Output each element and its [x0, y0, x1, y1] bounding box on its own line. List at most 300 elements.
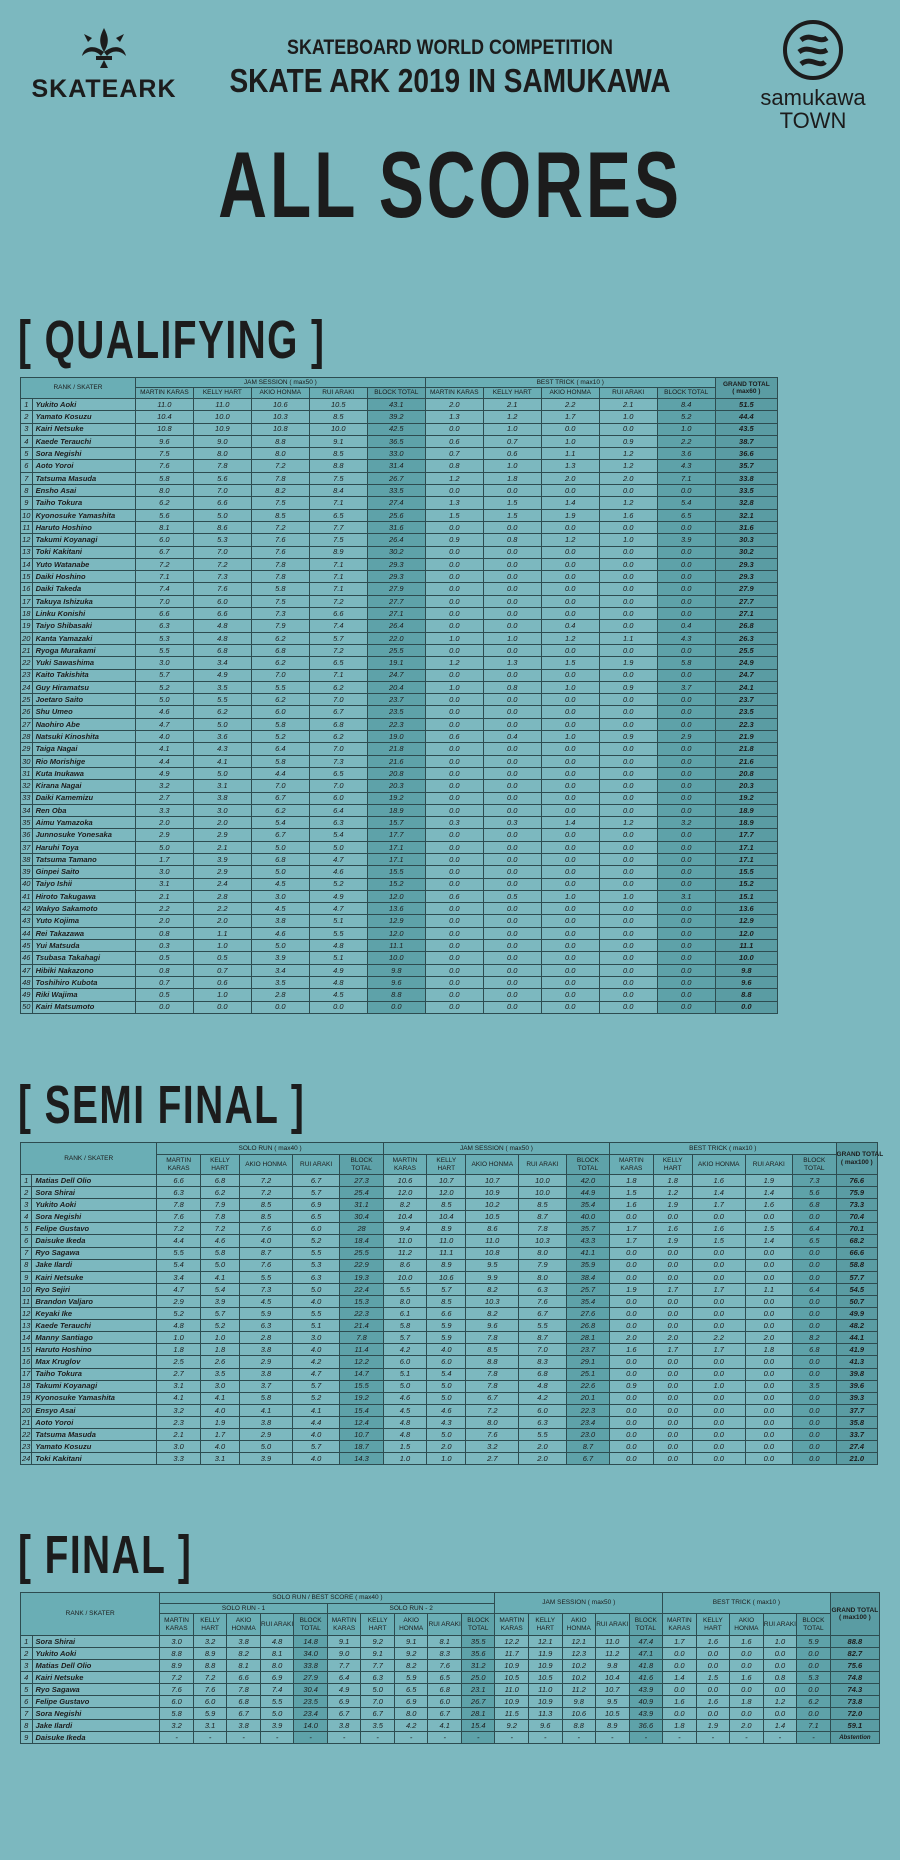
score-cell: 0.0 — [483, 903, 541, 915]
score-cell: 0.0 — [653, 1404, 692, 1416]
column-header: MARTIN KARAS — [327, 1614, 361, 1636]
score-cell: 7.8 — [251, 571, 309, 583]
score-cell: 41.6 — [629, 1672, 663, 1684]
score-cell: - — [495, 1732, 529, 1744]
score-cell: 0.0 — [599, 804, 657, 816]
score-cell: 6.8 — [251, 644, 309, 656]
score-cell: 0.0 — [425, 940, 483, 952]
grand-total-cell: 76.6 — [836, 1175, 877, 1187]
skater-name-cell: Toki Kakitani — [32, 1453, 157, 1465]
score-cell: 4.9 — [327, 1684, 361, 1696]
grand-total-cell: 0.0 — [715, 1001, 777, 1013]
score-cell: 21.8 — [367, 743, 425, 755]
score-cell: 6.2 — [251, 804, 309, 816]
score-cell: 8.0 — [383, 1295, 426, 1307]
score-cell: 7.3 — [793, 1175, 836, 1187]
score-cell: 8.0 — [260, 1660, 294, 1672]
score-cell: 0.0 — [657, 927, 715, 939]
column-header: RUI ARAKI — [309, 388, 367, 399]
score-cell: 0.0 — [599, 571, 657, 583]
score-cell: 0.0 — [692, 1211, 745, 1223]
score-cell: 6.8 — [309, 718, 367, 730]
score-cell: 7.8 — [251, 472, 309, 484]
score-cell: 0.0 — [653, 1392, 692, 1404]
qualifying-heading: [ QUALIFYING ] — [18, 310, 326, 370]
score-cell: 15.4 — [461, 1720, 495, 1732]
score-cell: 2.3 — [157, 1416, 200, 1428]
score-cell: 6.7 — [227, 1708, 261, 1720]
score-cell: 1.7 — [653, 1283, 692, 1295]
score-cell: 3.5 — [793, 1380, 836, 1392]
score-cell: 0.0 — [541, 804, 599, 816]
score-cell: 6.0 — [251, 706, 309, 718]
score-cell: 0.0 — [541, 927, 599, 939]
score-cell: 0.0 — [541, 952, 599, 964]
score-cell: 0.0 — [657, 706, 715, 718]
grand-total-cell: 68.2 — [836, 1235, 877, 1247]
score-cell: 0.0 — [653, 1247, 692, 1259]
score-cell: 7.6 — [240, 1223, 293, 1235]
score-cell: 7.5 — [309, 534, 367, 546]
score-cell: 27.9 — [367, 583, 425, 595]
score-cell: 7.2 — [466, 1404, 519, 1416]
score-cell: 7.2 — [240, 1175, 293, 1187]
semi-final-rows — [21, 1175, 878, 1465]
grand-total-cell: 29.3 — [715, 571, 777, 583]
score-cell: 10.8 — [251, 423, 309, 435]
score-cell: 0.0 — [483, 915, 541, 927]
score-cell: 3.2 — [657, 817, 715, 829]
score-cell: 10.7 — [596, 1684, 630, 1696]
score-cell: 28.1 — [566, 1332, 609, 1344]
score-cell: 26.7 — [367, 472, 425, 484]
score-cell: 7.1 — [797, 1720, 831, 1732]
score-cell: 6.0 — [135, 534, 193, 546]
score-cell: 10.2 — [562, 1660, 596, 1672]
score-cell: 2.7 — [135, 792, 193, 804]
score-cell: 7.6 — [157, 1211, 200, 1223]
score-cell: 27.4 — [367, 497, 425, 509]
score-cell: 5.5 — [135, 644, 193, 656]
rank-skater-header: RANK / SKATER — [21, 378, 136, 399]
score-cell: 6.3 — [240, 1320, 293, 1332]
table-row — [21, 890, 778, 902]
score-cell: 17.7 — [367, 829, 425, 841]
score-cell: 30.4 — [340, 1211, 383, 1223]
skater-name-cell: Aoto Yoroi — [32, 1416, 157, 1428]
score-cell: 0.0 — [599, 915, 657, 927]
score-cell: 4.6 — [309, 866, 367, 878]
score-cell: 5.5 — [519, 1320, 567, 1332]
score-cell: 5.5 — [193, 694, 251, 706]
column-header: KELLY HART — [200, 1155, 239, 1175]
score-cell: 0.5 — [193, 952, 251, 964]
score-cell: 0.0 — [425, 644, 483, 656]
score-cell: 5.7 — [292, 1441, 340, 1453]
table-row — [21, 644, 778, 656]
score-cell: 1.3 — [541, 460, 599, 472]
score-cell: 7.9 — [519, 1259, 567, 1271]
score-cell: 12.0 — [427, 1187, 466, 1199]
score-cell: 0.0 — [793, 1416, 836, 1428]
score-cell: 0.0 — [599, 706, 657, 718]
skater-name-cell: Kanta Yamazaki — [32, 632, 135, 644]
score-cell: 1.8 — [653, 1175, 692, 1187]
score-cell: 17.1 — [367, 841, 425, 853]
column-header: KELLY HART — [528, 1614, 562, 1636]
score-cell: 10.9 — [495, 1660, 529, 1672]
skater-name-cell: Yukito Aoki — [32, 1199, 157, 1211]
score-cell: 3.8 — [227, 1720, 261, 1732]
score-cell: 4.3 — [657, 632, 715, 644]
score-cell: 10.5 — [596, 1708, 630, 1720]
score-cell: 10.0 — [383, 1271, 426, 1283]
rank-cell: 2 — [21, 411, 33, 423]
score-cell: 47.4 — [629, 1636, 663, 1648]
score-cell: 0.0 — [483, 853, 541, 865]
score-cell: 0.0 — [657, 755, 715, 767]
score-cell: 0.0 — [483, 952, 541, 964]
table-row — [21, 706, 778, 718]
rank-cell: 9 — [21, 497, 33, 509]
score-cell: 10.3 — [519, 1235, 567, 1247]
score-cell: 7.9 — [200, 1199, 239, 1211]
score-cell: 4.0 — [200, 1441, 239, 1453]
score-cell: 3.1 — [200, 1453, 239, 1465]
table-row — [21, 1660, 880, 1672]
score-cell: 26.7 — [461, 1696, 495, 1708]
rank-cell: 3 — [21, 1199, 32, 1211]
score-cell: 2.0 — [599, 472, 657, 484]
score-cell: 5.2 — [292, 1235, 340, 1247]
rank-cell: 44 — [22, 928, 31, 938]
score-cell: 3.9 — [260, 1720, 294, 1732]
semi-final-heading: [ SEMI FINAL ] — [18, 1075, 306, 1135]
score-cell: 4.4 — [157, 1235, 200, 1247]
score-cell: 0.0 — [483, 829, 541, 841]
score-cell: 8.5 — [519, 1199, 567, 1211]
score-cell: 6.4 — [251, 743, 309, 755]
score-cell: 6.5 — [309, 767, 367, 779]
score-cell: 1.0 — [692, 1380, 745, 1392]
score-cell: 5.2 — [251, 731, 309, 743]
table-row — [21, 1320, 878, 1332]
score-cell: 4.8 — [383, 1428, 426, 1440]
score-cell: 0.8 — [763, 1672, 797, 1684]
score-cell: 6.1 — [383, 1308, 426, 1320]
skater-name-cell: Yuki Sawashima — [32, 657, 135, 669]
score-cell: 36.6 — [629, 1720, 663, 1732]
column-header: MARTIN KARAS — [610, 1155, 653, 1175]
score-cell: 2.1 — [193, 841, 251, 853]
score-cell: 5.1 — [309, 915, 367, 927]
grand-total-cell: 82.7 — [830, 1648, 879, 1660]
rank-cell: 4 — [21, 1211, 32, 1223]
score-cell: 7.8 — [193, 460, 251, 472]
score-cell: 19.2 — [340, 1392, 383, 1404]
skater-name-cell: Tatsuma Masuda — [32, 472, 135, 484]
score-cell: 0.0 — [541, 964, 599, 976]
score-cell: 28 — [340, 1223, 383, 1235]
skater-name-cell: Sora Negishi — [32, 1708, 160, 1720]
score-cell: 0.0 — [425, 878, 483, 890]
score-cell: 1.0 — [599, 411, 657, 423]
best-trick-header: BEST TRICK ( max10 ) — [663, 1593, 831, 1614]
score-cell: 6.2 — [251, 657, 309, 669]
score-cell: 8.5 — [240, 1211, 293, 1223]
column-header: RUI ARAKI — [763, 1614, 797, 1636]
column-header: BLOCK TOTAL — [294, 1614, 328, 1636]
semi-final-table — [20, 1142, 884, 1465]
score-cell: 0.0 — [610, 1308, 653, 1320]
table-row — [21, 767, 778, 779]
score-cell: 47.1 — [629, 1648, 663, 1660]
score-cell: 3.4 — [251, 964, 309, 976]
score-cell: 4.7 — [309, 853, 367, 865]
rank-cell: 28 — [22, 731, 31, 741]
score-cell: 15.4 — [340, 1404, 383, 1416]
grand-total-cell: 15.5 — [715, 866, 777, 878]
score-cell: 1.7 — [610, 1235, 653, 1247]
score-cell: 8.5 — [240, 1199, 293, 1211]
score-cell: 26.4 — [367, 620, 425, 632]
score-cell: 4.5 — [240, 1295, 293, 1307]
score-cell: 7.8 — [200, 1211, 239, 1223]
score-cell: 0.3 — [135, 940, 193, 952]
skater-name-cell: Sora Negishi — [32, 1211, 157, 1223]
score-cell: 1.5 — [696, 1672, 730, 1684]
score-cell: 0.0 — [541, 423, 599, 435]
skater-name-cell: Ginpei Saito — [32, 866, 135, 878]
score-cell: 1.6 — [696, 1696, 730, 1708]
score-cell: 2.0 — [745, 1332, 793, 1344]
score-cell: 0.0 — [793, 1356, 836, 1368]
score-cell: 0.0 — [763, 1660, 797, 1672]
score-cell: 0.0 — [696, 1708, 730, 1720]
score-cell: 5.7 — [200, 1308, 239, 1320]
rank-cell: 19 — [22, 621, 31, 631]
rank-cell: 49 — [22, 990, 31, 1000]
rank-cell: 5 — [21, 1223, 32, 1235]
score-cell: 6.6 — [309, 608, 367, 620]
score-cell: 3.0 — [135, 866, 193, 878]
score-cell: 7.2 — [309, 595, 367, 607]
score-cell: 3.2 — [135, 780, 193, 792]
score-cell: 0.0 — [745, 1259, 793, 1271]
rank-cell: 17 — [22, 1369, 31, 1379]
score-cell: 3.8 — [193, 792, 251, 804]
score-cell: 3.0 — [135, 657, 193, 669]
score-cell: - — [193, 1732, 227, 1744]
rank-cell: 22 — [22, 1429, 31, 1439]
score-cell: 1.0 — [425, 632, 483, 644]
score-cell: 4.0 — [292, 1295, 340, 1307]
score-cell: 0.0 — [483, 583, 541, 595]
samukawa-logo-text: samukawa — [760, 85, 866, 110]
score-cell: 13.6 — [367, 903, 425, 915]
skater-name-cell: Jake Ilardi — [32, 1259, 157, 1271]
score-cell: 0.0 — [657, 903, 715, 915]
score-cell: 0.0 — [483, 1001, 541, 1013]
score-cell: 11.0 — [528, 1684, 562, 1696]
score-cell: 0.8 — [135, 927, 193, 939]
column-header: MARTIN KARAS — [157, 1155, 200, 1175]
score-cell: 5.4 — [157, 1259, 200, 1271]
score-cell: 5.9 — [394, 1672, 428, 1684]
score-cell: 7.0 — [519, 1344, 567, 1356]
table-row — [21, 1271, 878, 1283]
table-row — [21, 1404, 878, 1416]
score-cell: 0.0 — [425, 903, 483, 915]
score-cell: 1.6 — [730, 1672, 764, 1684]
score-cell: 5.8 — [200, 1247, 239, 1259]
score-cell: 2.8 — [251, 989, 309, 1001]
score-cell: 7.7 — [327, 1660, 361, 1672]
table-row — [21, 755, 778, 767]
rank-cell: 6 — [21, 460, 33, 472]
score-cell: 5.6 — [135, 509, 193, 521]
table-row — [21, 964, 778, 976]
score-cell: 1.4 — [745, 1235, 793, 1247]
skater-name-cell: Shu Umeo — [32, 706, 135, 718]
skater-name-cell: Sora Shirai — [32, 1187, 157, 1199]
skater-name-cell: Yukito Aoki — [32, 399, 135, 411]
score-cell: 27.9 — [294, 1672, 328, 1684]
score-cell: 9.8 — [367, 964, 425, 976]
score-cell: 0.0 — [541, 706, 599, 718]
score-cell: 0.0 — [610, 1320, 653, 1332]
score-cell: 3.1 — [157, 1380, 200, 1392]
score-cell: 19.3 — [340, 1271, 383, 1283]
score-cell: 25.5 — [340, 1247, 383, 1259]
score-cell: 0.0 — [793, 1441, 836, 1453]
rank-cell: 6 — [21, 1696, 33, 1708]
score-cell: 5.3 — [292, 1259, 340, 1271]
score-cell: 0.0 — [483, 841, 541, 853]
score-cell: 20.4 — [367, 681, 425, 693]
skater-name-cell: Takuya Ishizuka — [32, 595, 135, 607]
skater-name-cell: Sora Shirai — [32, 1636, 160, 1648]
score-cell: 6.9 — [327, 1696, 361, 1708]
score-cell: 8.1 — [135, 521, 193, 533]
grand-total-cell: 41.9 — [836, 1344, 877, 1356]
rank-cell: 47 — [22, 965, 31, 975]
town-logo-text: TOWN — [779, 108, 847, 133]
score-cell: 3.9 — [657, 534, 715, 546]
score-cell: 0.0 — [425, 841, 483, 853]
score-cell: 0.0 — [599, 669, 657, 681]
score-cell: 7.6 — [466, 1428, 519, 1440]
score-cell: - — [730, 1732, 764, 1744]
score-cell: 9.9 — [466, 1271, 519, 1283]
rank-cell: 13 — [22, 1320, 31, 1330]
score-cell: 5.0 — [427, 1392, 466, 1404]
score-cell: 0.5 — [135, 989, 193, 1001]
score-cell: 3.5 — [361, 1720, 395, 1732]
score-cell: 0.0 — [793, 1271, 836, 1283]
score-cell: 2.1 — [135, 890, 193, 902]
score-cell: 11.4 — [340, 1344, 383, 1356]
score-cell: 0.0 — [541, 669, 599, 681]
score-cell: 31.1 — [340, 1199, 383, 1211]
score-cell: 8.1 — [428, 1636, 462, 1648]
grand-total-cell: 23.5 — [715, 706, 777, 718]
skater-name-cell: Jake Ilardi — [32, 1720, 160, 1732]
rank-cell: 23 — [22, 670, 31, 680]
score-cell: 0.0 — [483, 546, 541, 558]
score-cell: 1.0 — [483, 460, 541, 472]
score-cell: 0.0 — [610, 1295, 653, 1307]
grand-total-cell: 70.1 — [836, 1223, 877, 1235]
grand-total-cell: 58.8 — [836, 1259, 877, 1271]
rank-cell: 18 — [22, 608, 31, 618]
score-cell: 41.1 — [566, 1247, 609, 1259]
score-cell: 6.4 — [327, 1672, 361, 1684]
grand-total-header — [830, 1593, 879, 1636]
score-cell: 2.4 — [193, 878, 251, 890]
score-cell: 4.9 — [135, 767, 193, 779]
grand-total-cell: 26.3 — [715, 632, 777, 644]
rank-cell: 11 — [22, 522, 31, 532]
score-cell: 9.6 — [135, 435, 193, 447]
score-cell: 11.0 — [427, 1235, 466, 1247]
score-cell: 6.7 — [361, 1708, 395, 1720]
table-row — [21, 448, 778, 460]
score-cell: 0.0 — [541, 792, 599, 804]
skater-name-cell: Yamato Kosuzu — [32, 411, 135, 423]
column-header: RUI ARAKI — [260, 1614, 294, 1636]
score-cell: 0.0 — [692, 1441, 745, 1453]
score-cell: 1.7 — [653, 1344, 692, 1356]
score-cell: 0.0 — [483, 571, 541, 583]
score-cell: 2.2 — [541, 399, 599, 411]
score-cell: 0.0 — [541, 903, 599, 915]
rank-skater-header: RANK / SKATER — [21, 1593, 160, 1636]
score-cell: 5.0 — [135, 841, 193, 853]
score-cell: 0.0 — [599, 952, 657, 964]
score-cell: 1.8 — [745, 1344, 793, 1356]
grand-total-cell: 41.3 — [836, 1356, 877, 1368]
score-cell: 0.0 — [599, 927, 657, 939]
score-cell: 9.4 — [383, 1223, 426, 1235]
score-cell: 0.0 — [425, 706, 483, 718]
score-cell: 12.3 — [562, 1648, 596, 1660]
score-cell: 0.0 — [541, 940, 599, 952]
score-cell: 31.6 — [367, 521, 425, 533]
column-header: BLOCK TOTAL — [793, 1155, 836, 1175]
score-cell: 3.2 — [466, 1441, 519, 1453]
score-cell: - — [361, 1732, 395, 1744]
score-cell: 3.0 — [292, 1332, 340, 1344]
score-cell: 0.0 — [793, 1320, 836, 1332]
score-cell: 15.5 — [340, 1380, 383, 1392]
table-row — [21, 521, 778, 533]
table-row — [21, 866, 778, 878]
score-cell: 3.1 — [193, 780, 251, 792]
score-cell: 0.0 — [663, 1708, 697, 1720]
score-cell: 0.0 — [483, 644, 541, 656]
table-row — [21, 620, 778, 632]
score-cell: 24.7 — [367, 669, 425, 681]
score-cell: 5.5 — [292, 1247, 340, 1259]
score-cell: 7.1 — [309, 583, 367, 595]
score-cell: 10.9 — [528, 1696, 562, 1708]
score-cell: 23.1 — [461, 1684, 495, 1696]
score-cell: 8.8 — [562, 1720, 596, 1732]
score-cell: 29.3 — [367, 558, 425, 570]
score-cell: 1.1 — [599, 632, 657, 644]
skater-name-cell: Ensho Asai — [32, 485, 135, 497]
